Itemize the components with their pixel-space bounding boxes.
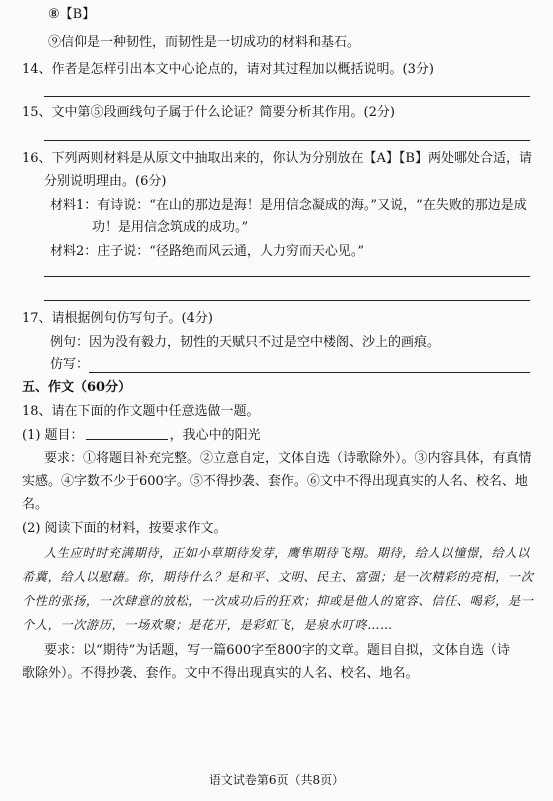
topic-1 (22, 428, 261, 442)
question-16-line1: 16、下列两则材料是从原文中抽取出来的，你认为分别放在【A】【B】两处哪处合适，请 (22, 151, 532, 166)
passage-line4: 个人，一次游历，一场欢聚；是花开，是彩虹飞，是泉水叮咚…… (22, 618, 393, 632)
option-9: ⑨信仰是一种韧性，而韧性是一切成功的材料和基石。 (48, 35, 361, 50)
imitation-answer-line (89, 372, 530, 373)
passage-line2: 希冀，给人以慰藉。你，期待什么？是和平、文明、民主、富强；是一次精彩的亮相，一次 (22, 570, 534, 584)
answer-line-14 (44, 96, 530, 97)
requirement-1-line2: 实感。④字数不少于600字。⑤不得抄袭、套作。⑥文中不得出现真实的人名、校名、地 (22, 474, 528, 489)
question-16-line2: 分别说明理由。(6分) (44, 174, 167, 189)
topic-1-suffix: ，我心中的阳光 (169, 428, 261, 443)
topic-blank (86, 428, 168, 440)
question-14: 14、作者是怎样引出本文中心论点的，请对其过程加以概括说明。(3分) (22, 62, 434, 77)
requirement-2-line2: 歌除外）。不得抄袭、套作。文中不得出现真实的人名、校名、地名。 (22, 666, 419, 681)
imitation-label: 仿写： (50, 357, 90, 372)
example-sentence: 例句：因为没有毅力，韧性的天赋只不过是空中楼阁、沙上的画痕。 (50, 335, 441, 350)
material-2: 材料2：庄子说：“径路绝而风云通，人力穷而天心见。” (50, 244, 365, 259)
passage-line3: 个性的张扬，一次肆意的放松，一次成功后的狂欢；抑或是他人的宽容、信任、喝彩，是一 (22, 594, 534, 608)
passage-line1: 人生应时时充满期待，正如小草期待发芽，鹰隼期待飞翔。期待，给人以憧憬，给人以 (44, 546, 530, 560)
question-15: 15、文中第⑤段画线句子属于什么论证？简要分析其作用。(2分) (22, 105, 395, 120)
topic-2: (2) 阅读下面的材料，按要求作文。 (22, 521, 227, 536)
question-17: 17、请根据例句仿写句子。(4分) (22, 311, 213, 326)
page-footer: 语文试卷第6页（共8页） (208, 773, 345, 787)
requirement-1-line1: 要求：①将题目补充完整。②立意自定，文体自选（诗歌除外）。③内容具体，有真情 (44, 451, 532, 466)
material-1-line1: 材料1：有诗说：“在山的那边是海！是用信念凝成的海。”又说，“在失败的那边是成 (50, 198, 527, 213)
option-8: ⑧【B】 (48, 7, 96, 22)
topic-1-prefix: (1) 题目： (22, 428, 84, 443)
answer-line-16a (44, 276, 530, 277)
answer-line-16b (44, 300, 530, 301)
answer-line-15 (44, 140, 530, 141)
material-1-line2: 功！是用信念筑成的成功。” (92, 220, 249, 235)
question-18: 18、请在下面的作文题中任意选做一题。 (22, 404, 260, 419)
requirement-2-line1: 要求：以“期待”为话题，写一篇600字至800字的文章。题目自拟，文体自选（诗 (44, 643, 510, 658)
requirement-1-line3: 名。 (22, 497, 49, 512)
section-5-heading: 五、作文（60分） (22, 380, 132, 395)
